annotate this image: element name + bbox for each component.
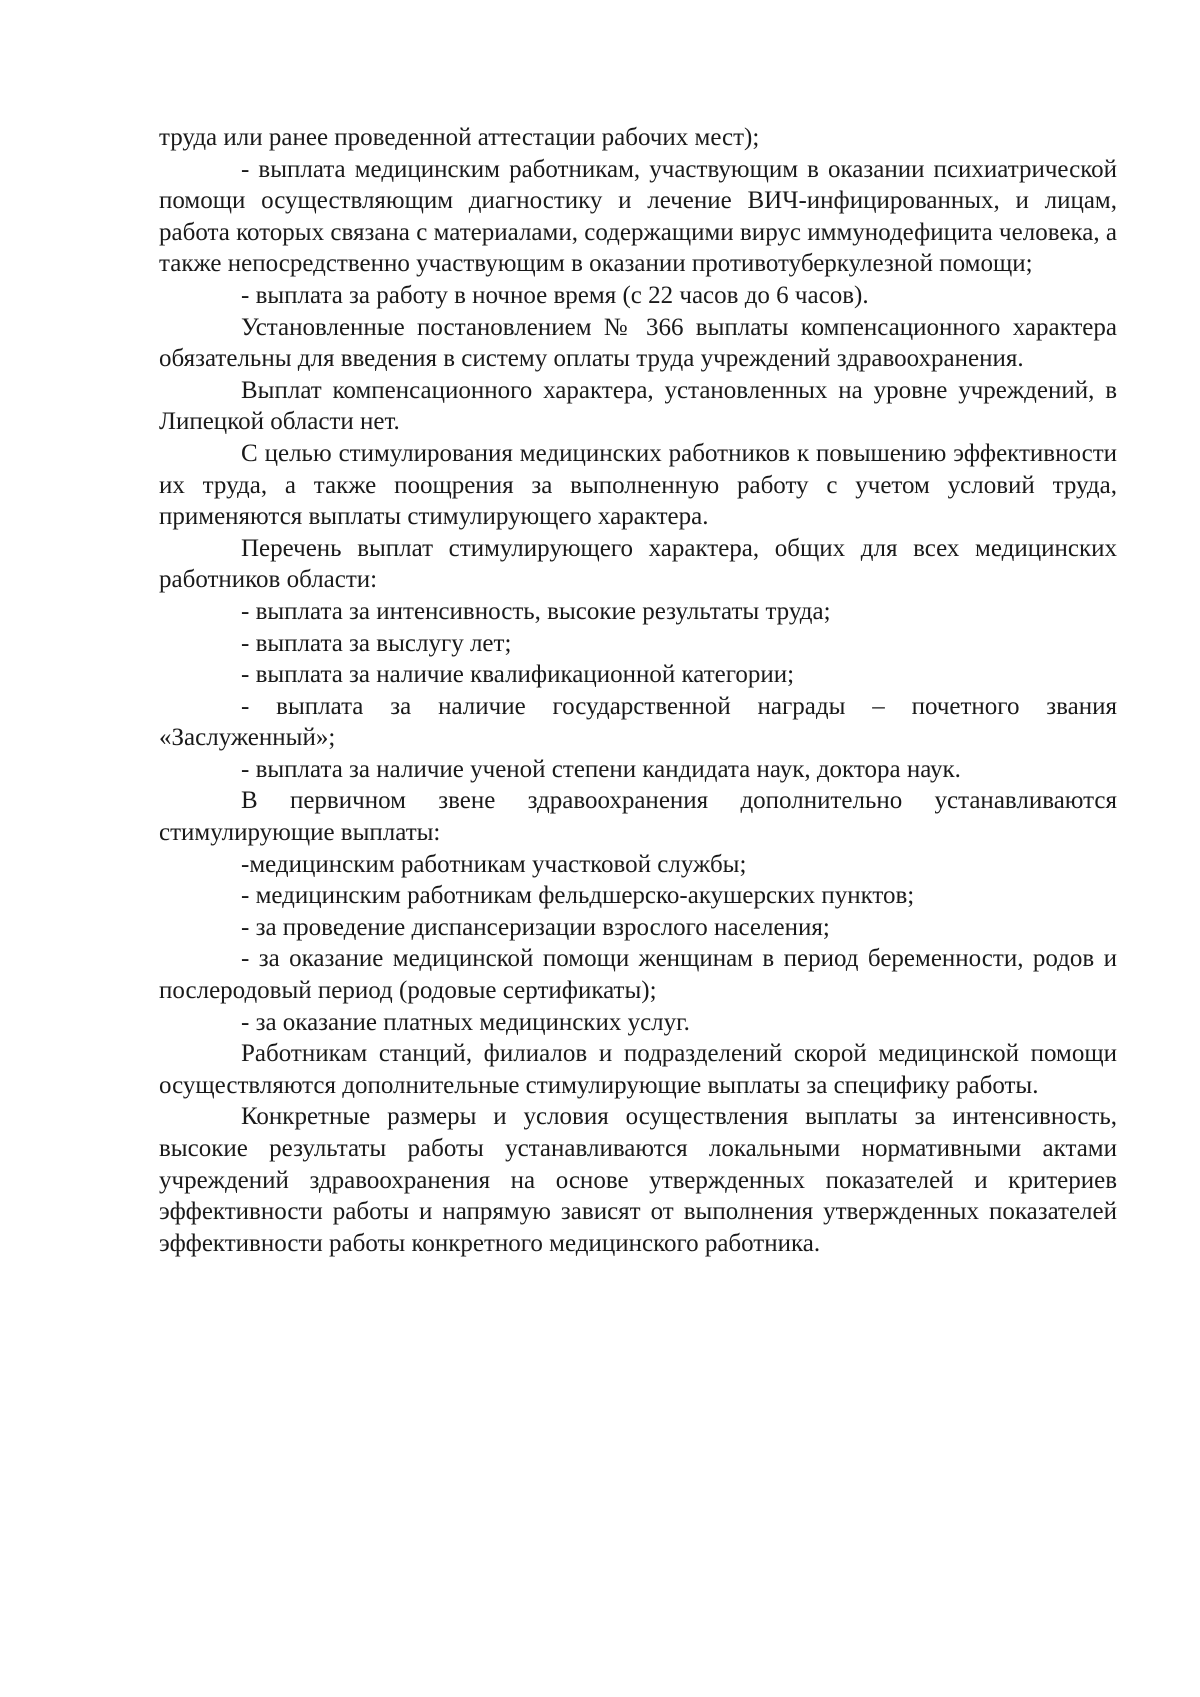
paragraph-8: В первичном звене здравоохранения дополнительно устанавливаются стимулирующие выплаты:	[159, 787, 1117, 847]
list-item-10: - за оказание платных медицинских услуг.	[241, 1008, 690, 1036]
paragraph-9: Работникам станций, филиалов и подразделений скорой медицинской помощи осуществляются дополнительные стимулирующие выплаты за специфику работы.	[159, 1040, 1117, 1099]
paragraph-6: С целью стимулирования медицинских работников к повышению эффективности их труда, а также поощрения за выполненную работу с учетом условий труда, применяются выплаты стимулирующего характера.	[159, 439, 1117, 531]
document-body	[159, 122, 1117, 1259]
paragraph-7: Перечень выплат стимулирующего характера, общих для всех медицинских работников области:	[159, 534, 1117, 594]
paragraph-1: труда или ранее проведенной аттестации рабочих мест);	[159, 124, 760, 151]
list-item-7: - медицинским работникам фельдшерско-акушерских пунктов;	[241, 882, 915, 910]
list-item-4: - выплата за наличие государственной награды – почетного звания «Заслуженный»;	[159, 692, 1117, 752]
list-item-5: - выплата за наличие ученой степени кандидата наук, доктора наук.	[241, 755, 961, 783]
list-item-8: - за проведение диспансеризации взрослого населения;	[241, 913, 830, 941]
paragraph-3: - выплата за работу в ночное время (с 22 часов до 6 часов).	[241, 281, 869, 309]
paragraph-10: Конкретные размеры и условия осуществления выплаты за интенсивность, высокие результаты работы устанавливаются локальными нормативными актами учреждений здравоохранения на основе утвержденных показателей и критериев эффективности работы и напрямую зависят от выполнения утвержденных показателей эффективности работы конкретного медицинского работника.	[159, 1103, 1117, 1257]
list-item-6: -медицинским работникам участковой службы;	[241, 850, 747, 878]
paragraph-5: Выплат компенсационного характера, установленных на уровне учреждений, в Липецкой области нет.	[159, 376, 1117, 436]
paragraph-4: Установленные постановлением № 366 выплаты компенсационного характера обязательны для введения в систему оплаты труда учреждений здравоохранения.	[159, 313, 1117, 373]
list-item-1: - выплата за интенсивность, высокие результаты труда;	[241, 597, 831, 625]
list-item-9: - за оказание медицинской помощи женщинам в период беременности, родов и послеродовый период (родовые сертификаты);	[159, 945, 1117, 1005]
paragraph-2: - выплата медицинским работникам, участвующим в оказании психиатрической помощи осуществляющим диагностику и лечение ВИЧ-инфицированных, и лицам, работа которых связана с материалами, содержащими вирус иммунодефицита человека, а также непосредственно участвующим в оказании противотуберкулезной помощи;	[159, 155, 1117, 278]
list-item-2: - выплата за выслугу лет;	[241, 629, 512, 657]
list-item-3: - выплата за наличие квалификационной категории;	[241, 661, 795, 689]
